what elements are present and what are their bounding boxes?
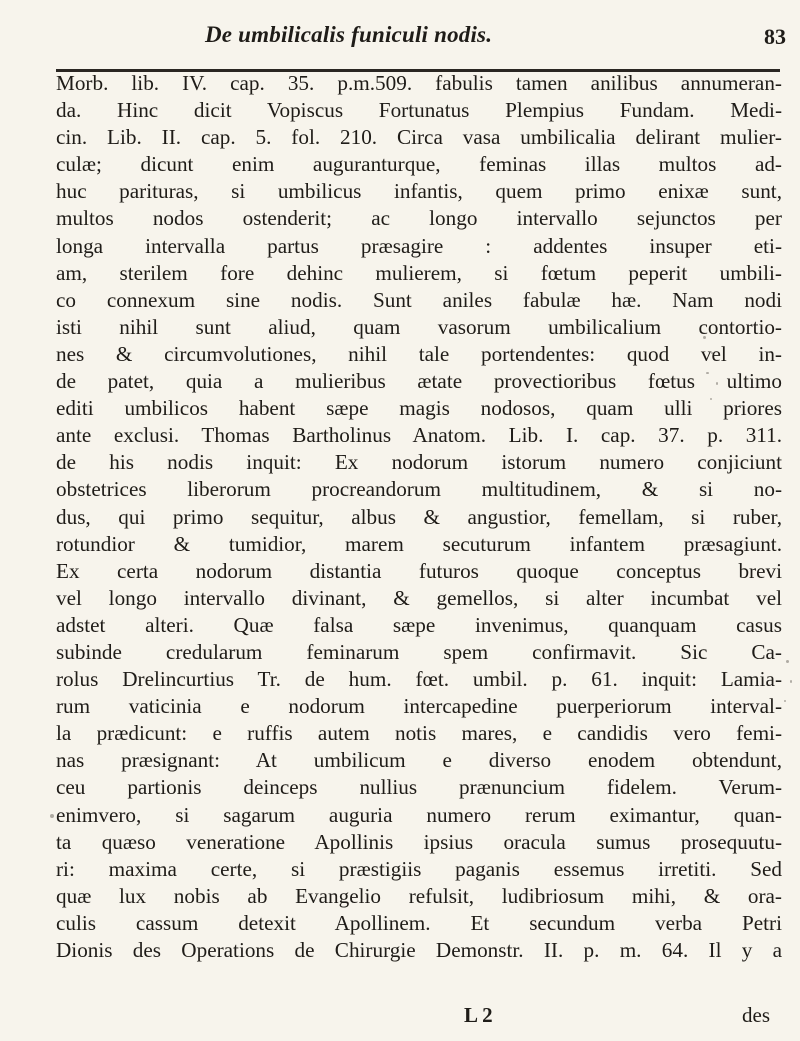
- text-line: Ex certa nodorum distantia futuros quoque conceptus brevi: [56, 558, 782, 583]
- text-line: da. Hinc dicit Vopiscus Fortunatus Plempius Fundam. Medi-: [56, 98, 782, 123]
- paper-speck: [711, 352, 713, 354]
- paper-speck: [706, 372, 709, 374]
- paper-speck: [710, 398, 712, 400]
- paper-speck: [50, 814, 54, 818]
- text-line: vel longo intervallo divinant, & gemellos, si alter incumbat vel: [56, 585, 782, 610]
- paper-speck: [790, 680, 792, 683]
- text-line: ceu partionis deinceps nullius prænuncium fidelem. Verum-: [56, 775, 782, 800]
- text-line: longa intervalla partus præsagire : addentes insuper eti-: [56, 233, 782, 258]
- text-line: de his nodis inquit: Ex nodorum istorum numero conjiciunt: [56, 450, 782, 475]
- page-number: 83: [764, 24, 786, 49]
- text-line: obstetrices liberorum procreandorum multitudinem, & si no-: [56, 477, 782, 502]
- running-title: De umbilicalis funiculi nodis.: [205, 22, 493, 47]
- text-line: de patet, quia a mulieribus ætate provectioribus fœtus ultimo: [56, 369, 782, 394]
- text-line: editi umbilicos habent sæpe magis nodosos, quam ulli priores: [56, 396, 782, 421]
- text-line: adstet alteri. Quæ falsa sæpe invenimus, quanquam casus: [56, 612, 782, 637]
- text-line: huc parituras, si umbilicus infantis, quem primo enixæ sunt,: [56, 179, 782, 204]
- text-line: rotundior & tumidior, marem secuturum infantem præsagiunt.: [56, 531, 782, 556]
- text-line: enimvero, si sagarum auguria numero rerum eximantur, quan-: [56, 802, 782, 827]
- text-line: la prædicunt: e ruffis autem notis mares, e candidis vero femi-: [56, 721, 782, 746]
- text-line: isti nihil sunt aliud, quam vasorum umbilicalium contortio-: [56, 314, 782, 339]
- text-line: co connexum sine nodis. Sunt aniles fabulæ hæ. Nam nodi: [56, 287, 782, 312]
- text-line: nas præsignant: At umbilicum e diverso enodem obtendunt,: [56, 748, 782, 773]
- text-line: subinde credularum feminarum spem confirmavit. Sic Ca-: [56, 639, 782, 664]
- text-line: culæ; dicunt enim auguranturque, feminas illas multos ad-: [56, 152, 782, 177]
- text-line: nes & circumvolutiones, nihil tale portendentes: quod vel in-: [56, 341, 782, 366]
- text-line: rolus Drelincurtius Tr. de hum. fœt. umbil. p. 61. inquit: Lamia-: [56, 667, 782, 692]
- paper-speck: [703, 336, 706, 339]
- page-footer: [0, 1003, 800, 1033]
- text-line: am, sterilem fore dehinc mulierem, si fœtum peperit umbili-: [56, 260, 782, 285]
- paper-speck: [786, 660, 789, 663]
- text-line: ta quæso veneratione Apollinis ipsius oracula sumus prosequutu-: [56, 829, 782, 854]
- signature-mark: L 2: [464, 1003, 493, 1027]
- text-line: quæ lux nobis ab Evangelio refulsit, ludibriosum mihi, & ora-: [56, 883, 782, 908]
- paper-speck: [716, 382, 718, 385]
- text-line: multos nodos ostenderit; ac longo intervallo sejunctos per: [56, 206, 782, 231]
- text-line: ante exclusi. Thomas Bartholinus Anatom. Lib. I. cap. 37. p. 311.: [56, 423, 782, 448]
- text-line: Dionis des Operations de Chirurgie Demonstr. II. p. m. 64. Il y a: [56, 938, 782, 962]
- paper-speck: [784, 700, 786, 702]
- catchword: des: [742, 1003, 770, 1027]
- text-line: cin. Lib. II. cap. 5. fol. 210. Circa vasa umbilicalia delirant mulier-: [56, 125, 782, 150]
- running-head: [0, 22, 800, 56]
- text-line: Morb. lib. IV. cap. 35. p.m.509. fabulis tamen anilibus annumeran-: [56, 71, 782, 95]
- text-line: ri: maxima certe, si præstigiis paganis essemus irretiti. Sed: [56, 856, 782, 881]
- body-text: [56, 70, 782, 964]
- text-line: culis cassum detexit Apollinem. Et secundum verba Petri: [56, 910, 782, 935]
- text-line: rum vaticinia e nodorum intercapedine puerperiorum interval-: [56, 694, 782, 719]
- text-line: dus, qui primo sequitur, albus & angustior, femellam, si ruber,: [56, 504, 782, 529]
